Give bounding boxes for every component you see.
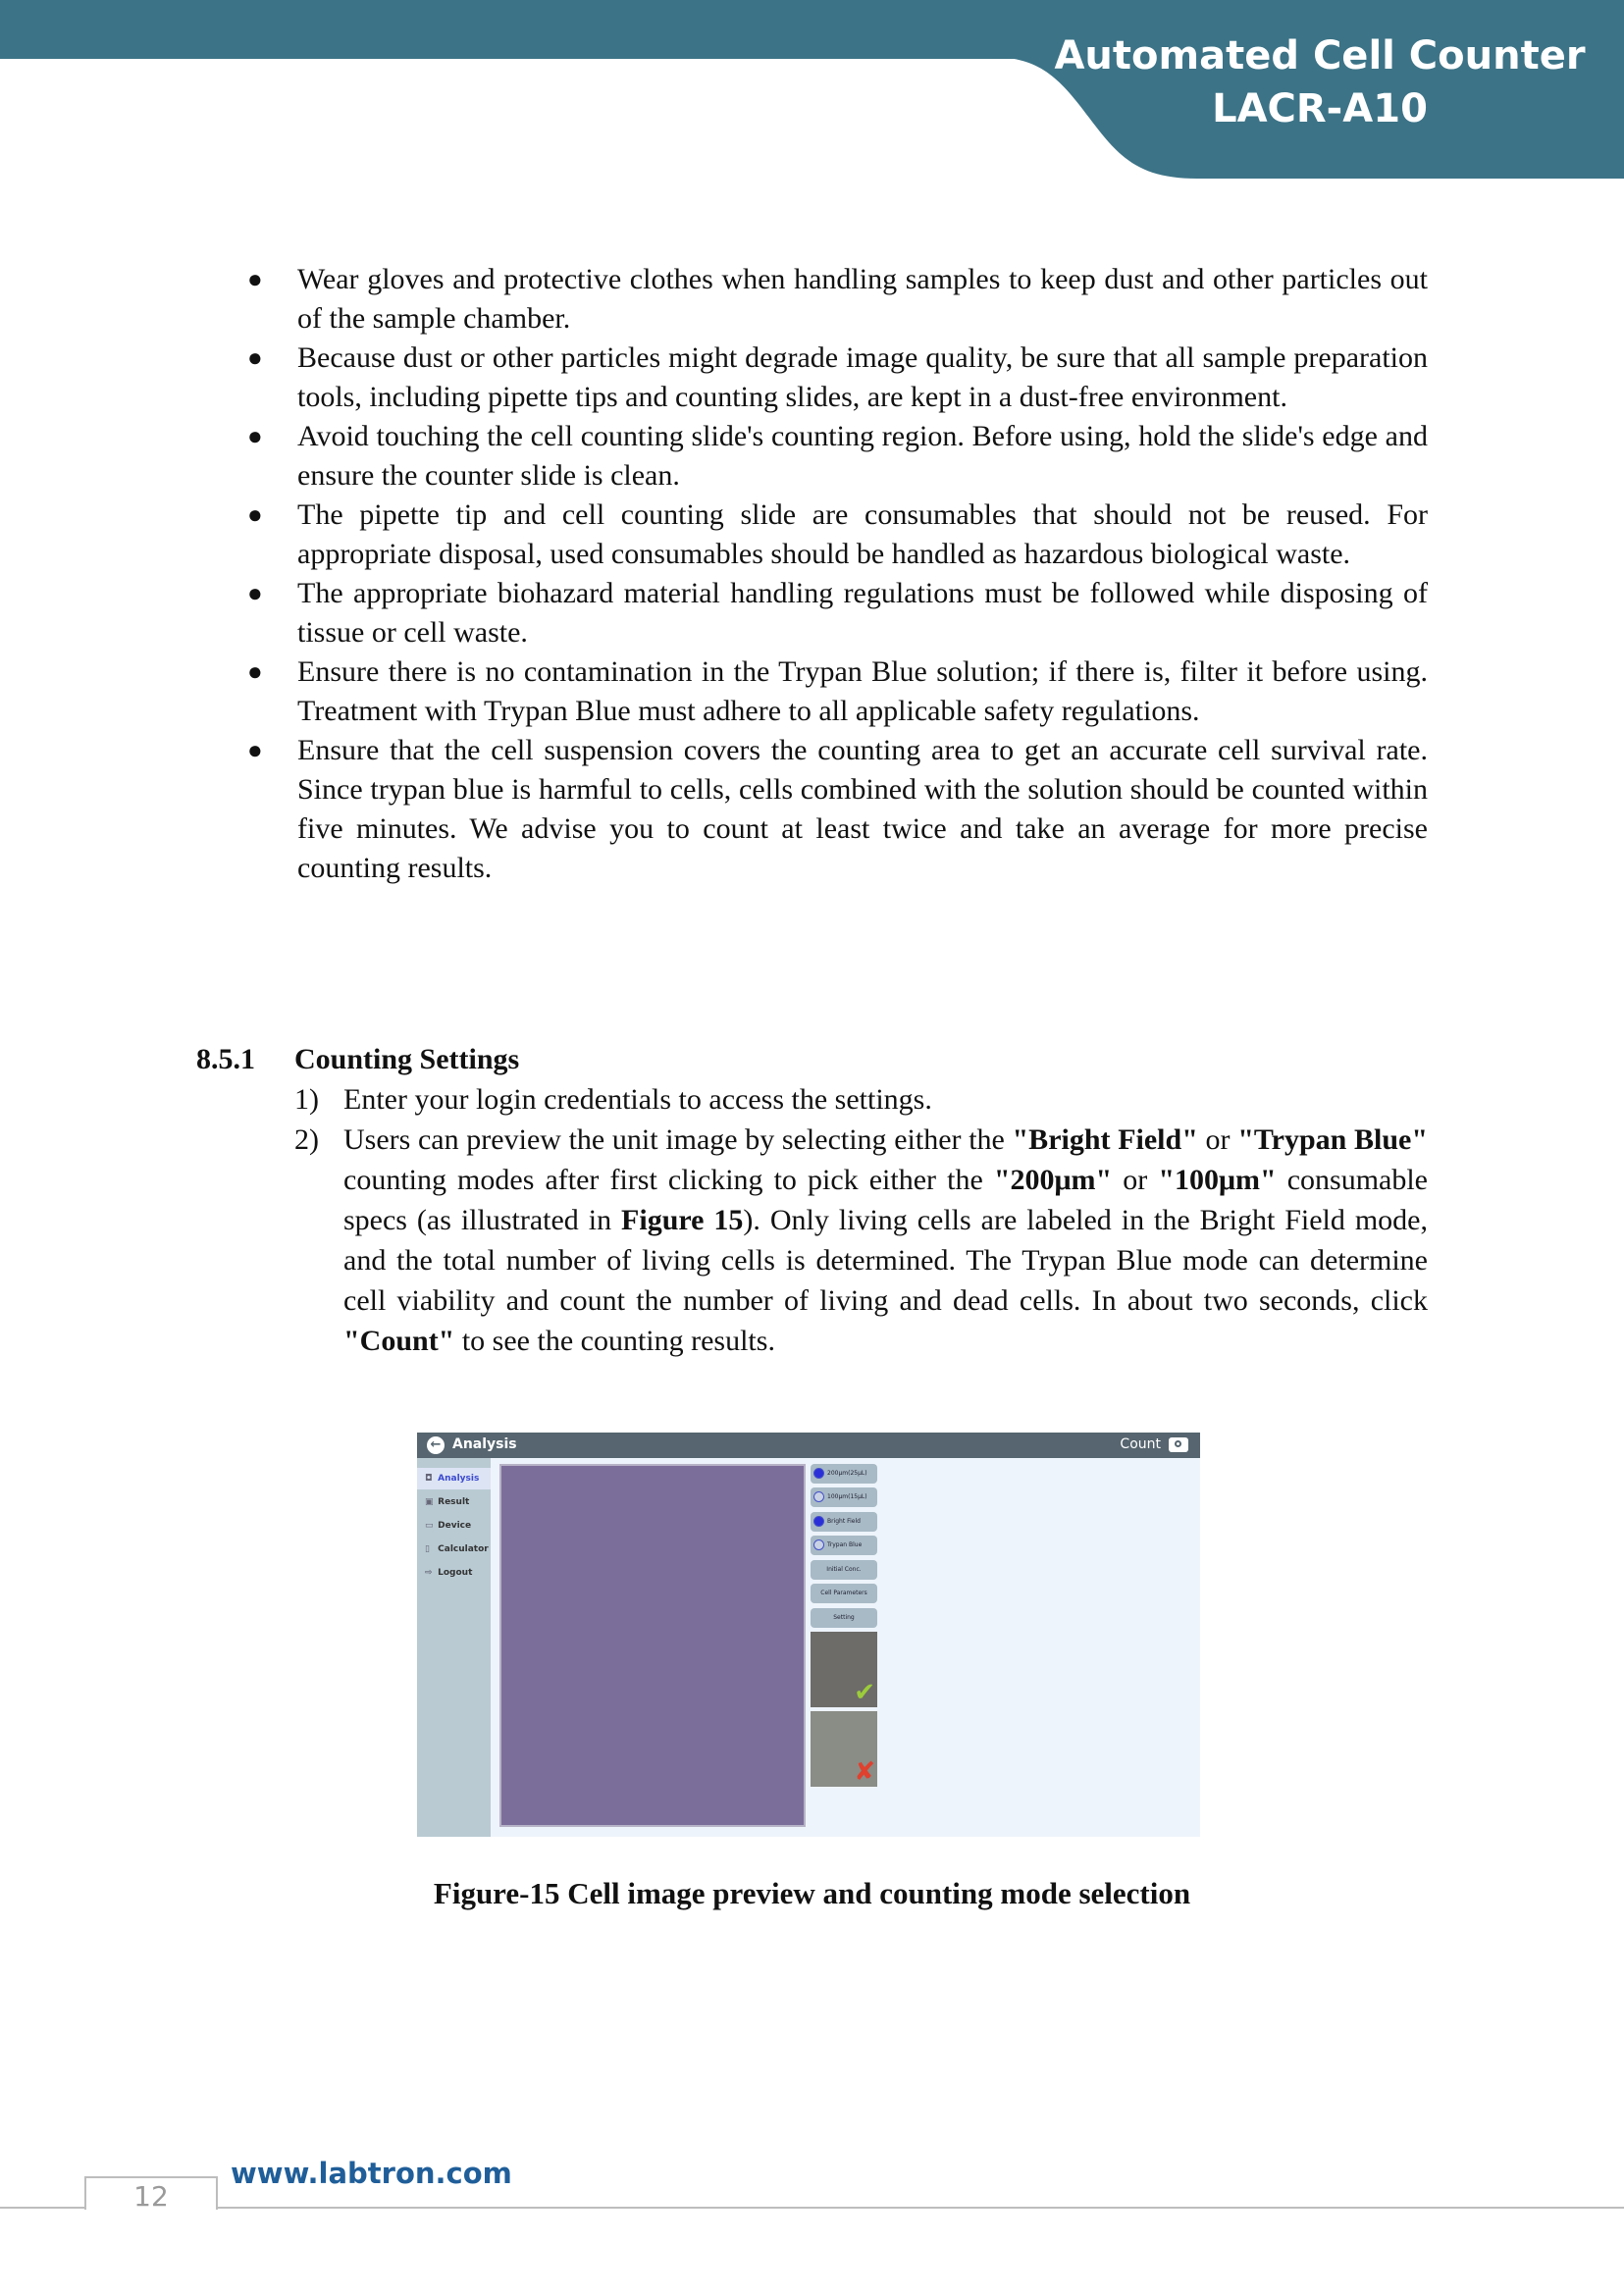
bullet-icon: ● (247, 500, 263, 529)
check-icon: ✔ (854, 1678, 875, 1707)
back-arrow-icon[interactable]: ← (427, 1436, 445, 1454)
document-model: LACR-A10 (1212, 86, 1428, 131)
device-icon: ▭ (425, 1521, 434, 1531)
website-link[interactable]: www.labtron.com (231, 2157, 512, 2190)
bright-field-radio[interactable]: Bright Field (811, 1512, 877, 1532)
radio-unselected-icon (813, 1491, 824, 1502)
camera-icon[interactable] (1169, 1437, 1188, 1452)
spec-100um-radio[interactable]: 100μm(15μL) (811, 1487, 877, 1507)
document-title-line1: Automated Cell Counter (1054, 33, 1586, 78)
bullet-icon: ● (247, 736, 263, 764)
app-title: Analysis (452, 1436, 517, 1452)
section-number: 8.5.1 (196, 1043, 255, 1075)
sidebar-item-logout[interactable]: ⇨ Logout (417, 1562, 491, 1584)
bullet-item: ● Because dust or other particles might degrade image quality, be sure that all sample preparation tools, including pipette tips and counting slides, are kept in a dust-free environment. (196, 339, 1428, 417)
radio-selected-icon (813, 1468, 824, 1479)
bullet-item: ● Ensure that the cell suspension covers the counting area to get an accurate cell survival rate. Since trypan blue is harmful to cells, cells combined with the solution should be counted within five minutes. We advise you to count at least twice and take an average for more precise counting results. (196, 731, 1428, 888)
sidebar-item-calculator[interactable]: ▯ Calculator (417, 1539, 491, 1560)
document-title (1045, 29, 1595, 135)
sidebar-item-analysis[interactable]: ◘ Analysis (417, 1468, 491, 1489)
bullet-item: ● Wear gloves and protective clothes when handling samples to keep dust and other particles out of the sample chamber. (196, 260, 1428, 339)
step-number: 2) (294, 1123, 319, 1156)
step-item: 1) Enter your login credentials to access the settings. (294, 1079, 1428, 1120)
sidebar-item-device[interactable]: ▭ Device (417, 1515, 491, 1537)
initial-conc-button[interactable]: Initial Conc. (811, 1560, 877, 1580)
step-number: 1) (294, 1083, 319, 1116)
bullet-icon: ● (247, 265, 263, 293)
cell-parameters-button[interactable]: Cell Parameters (811, 1584, 877, 1603)
page-number: 12 (133, 2180, 169, 2213)
cross-icon: ✘ (854, 1757, 875, 1787)
sidebar-item-result[interactable]: ▣ Result (417, 1491, 491, 1513)
app-topbar (417, 1433, 1200, 1458)
radio-selected-icon (813, 1516, 824, 1527)
section-title: Counting Settings (294, 1043, 520, 1075)
bullet-item: ● The pipette tip and cell counting slide are consumables that should not be reused. For appropriate disposal, used consumables should be handled as hazardous biological waste. (196, 496, 1428, 574)
bullet-item: ● Avoid touching the cell counting slide's counting region. Before using, hold the slide's edge and ensure the counter slide is clean. (196, 417, 1428, 496)
cell-image-preview (499, 1464, 806, 1827)
bullet-item: ● The appropriate biohazard material handling regulations must be followed while disposing of tissue or cell waste. (196, 574, 1428, 652)
bullet-icon: ● (247, 343, 263, 372)
trypan-blue-sample-thumbnail[interactable] (811, 1711, 877, 1787)
figure-caption: Figure-15 Cell image preview and counting mode selection (433, 1876, 1191, 1910)
bullet-icon: ● (247, 422, 263, 450)
bullet-icon: ● (247, 579, 263, 607)
step-item: 2) Users can preview the unit image by selecting either the "Bright Field" or "Trypan Blue" counting modes after first clicking to pick either the "200μm" or "100μm" consumable specs (as illustrated in Figure 15). Only living cells are labeled in the Bright Field mode, and the total number of living cells is determined. The Trypan Blue mode can determine cell viability and count the number of living and dead cells. In about two seconds, click "Count" to see the counting results. (294, 1120, 1428, 1361)
bullet-icon: ● (247, 657, 263, 686)
section-heading (196, 1040, 519, 1079)
steps-list (294, 1079, 1428, 1361)
precautions-list (196, 260, 1428, 888)
bullet-item: ● Ensure there is no contamination in the Trypan Blue solution; if there is, filter it before using. Treatment with Trypan Blue must adhere to all applicable safety regulations. (196, 652, 1428, 731)
calculator-icon: ▯ (425, 1544, 430, 1554)
count-button[interactable]: Count (1120, 1436, 1161, 1452)
setting-button[interactable]: Setting (811, 1608, 877, 1628)
footer-divider (0, 2207, 1624, 2209)
trypan-blue-radio[interactable]: Trypan Blue (811, 1536, 877, 1555)
logout-icon: ⇨ (425, 1568, 433, 1578)
bright-field-sample-thumbnail[interactable] (811, 1632, 877, 1707)
radio-unselected-icon (813, 1539, 824, 1550)
spec-200um-radio[interactable]: 200μm(25μL) (811, 1464, 877, 1484)
analysis-icon: ◘ (425, 1474, 433, 1484)
app-sidebar (417, 1458, 491, 1837)
result-icon: ▣ (425, 1497, 434, 1507)
figure-15-screenshot (417, 1433, 1200, 1837)
